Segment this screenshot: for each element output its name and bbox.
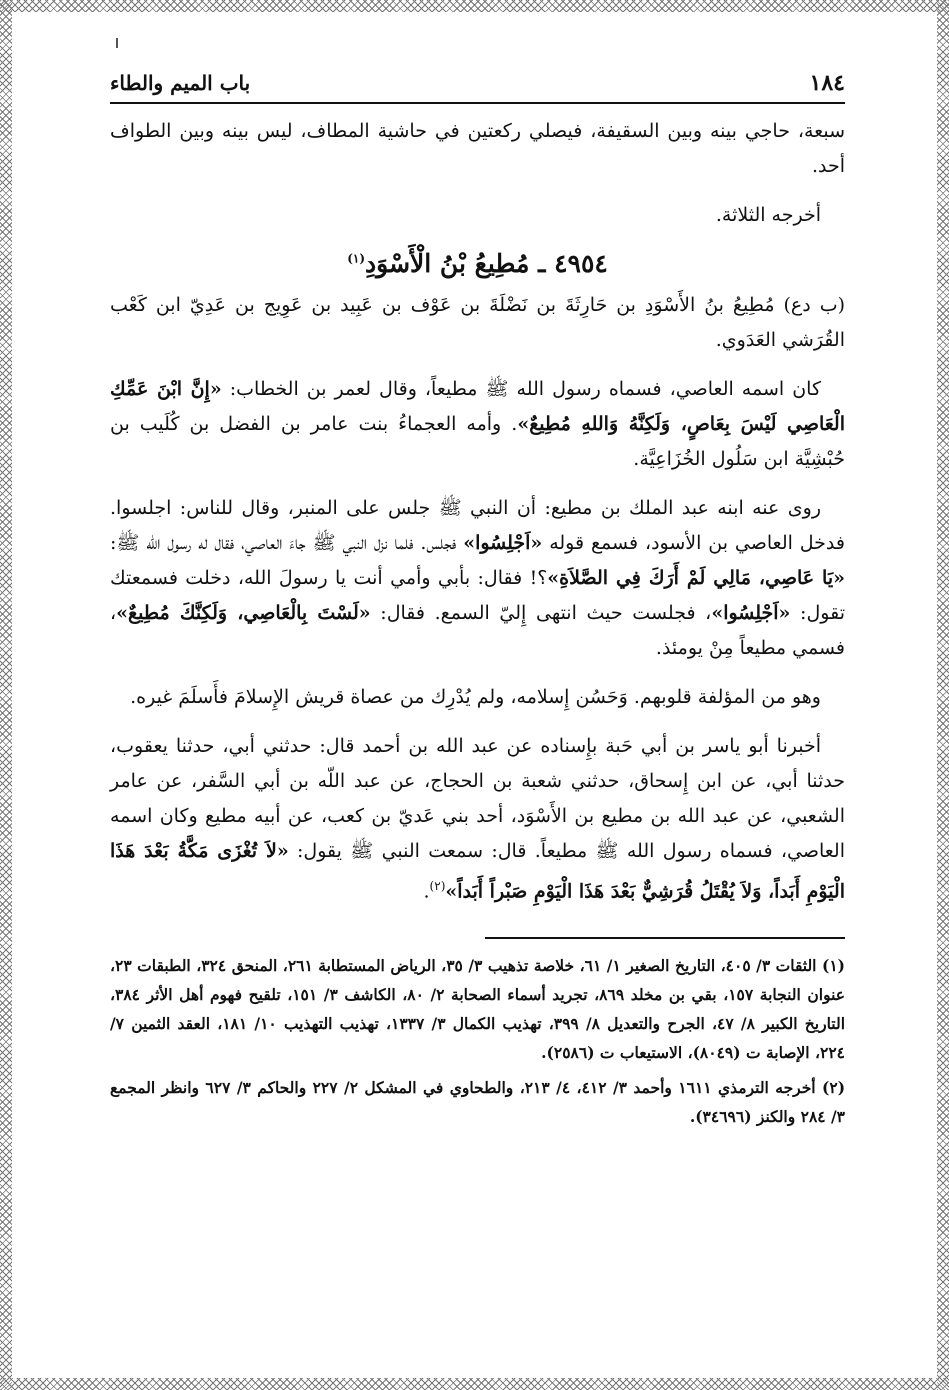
hadith-quote: «لَسْتَ بِالْعَاصِي، وَلَكِنَّكَ مُطِيعٌ» — [116, 602, 371, 624]
hadith-quote: «اَجْلِسُوا» — [711, 602, 791, 624]
page-border-top — [0, 0, 949, 12]
footnote-2: (٢) أخرجه الترمذي ١٦١١ وأحمد ٣/ ٤١٢، ٤/ ٢١٣، والطحاوي في المشكل ٢/ ٢٢٧ والحاكم ٣/ ٦٢٧ وانظر المجمع ٣/ ٢٨٤ والكنز (٣٤٦٩٦). — [110, 1078, 846, 1127]
entry-title — [110, 249, 845, 278]
paragraph-islam: وهو من المؤلفة قلوبهم. وَحَسُن إِسلامه، ولم يُدْرِك من عصاة قريش الإِسلامَ فأَسلَمَ غيره. — [130, 686, 821, 708]
page-content — [110, 70, 845, 1137]
chapter-title: باب الميم والطاء — [110, 71, 251, 95]
page-number: ١٨٤ — [809, 70, 845, 96]
page-border-left — [0, 0, 12, 1390]
para1-text-b: . وأمه العجماءُ بنت عامر بن الفضل بن كُلَيب بن حُبْشِيَّة ابن سَلُول الخُزَاعِيَّة. — [110, 413, 845, 470]
footnote-ref-2: (٢) — [429, 879, 446, 893]
para2-text-b: فجلس. فلما نزل النبي ﷺ جاءَ العاصي، فقال له رسول الله ﷺ: — [110, 532, 464, 554]
takhrij-line: أخرجه الثلاثة. — [715, 204, 821, 226]
hadith-quote: «اَجْلِسُوا» — [463, 532, 543, 554]
continued-text: سبعة، حاجي بينه وبين السقيفة، فيصلي ركعتين في حاشية المطاف، ليس بينه وبين الطواف أحد. — [110, 120, 845, 177]
para2-text-c: ؟! فقال: بأبي وأمي أنت يا رسولَ الله، دخلت فسمعتك تقول: — [110, 567, 845, 624]
para4-text-b: . — [423, 880, 430, 903]
margin-mark — [116, 38, 118, 48]
footnote-ref-1: (١) — [347, 251, 366, 266]
footnote-1: (١) الثقات ٣/ ٤٠٥، التاريخ الصغير ١/ ٦١، خلاصة تذهيب ٣/ ٣٥، الرياض المستطابة ٢٦١، المنحق ٣٢٤، الطبقات ٢٣، عنوان النجابة ١٥٧، بقي بن مخلد ٨٦٩، تجريد أسماء الصحابة ٢/ ٨٠، الكاشف ٣/ ١٥١، تلقيح فهوم أهل الأثر ٣٨٤، التاريخ الكبير ٨/ ٤٧، الجرح والتعديل ٨/ ٣٩٩، تهذيب الكمال ٣/ ١٣٣٧، تهذيب التهذيب ١٠/ ١٨١، العقد الثمين ٧/ ٢٢٤، الإصابة ت (٨٠٤٩)، الاستيعاب ت (٢٥٨٦). — [110, 956, 846, 1063]
page-border-right — [937, 0, 949, 1390]
footnote-separator — [485, 937, 845, 939]
paragraph-isnad — [110, 729, 845, 909]
hadith-quote: «إِنَّ ابْنَ عَمِّكِ الْعَاصِي لَيْسَ بِعَاصٍ، وَلَكِنَّهُ وَاللهِ مُطِيعٌ» — [110, 378, 845, 435]
entry-lineage: (ب دع) مُطِيعُ بنُ الأَسْوَدِ بن حَارِثَةَ بن نَضْلَةَ بن عَوْف بن عَبِيد بن عَوِيج بن عَدِيّ ابن كَعْب القُرَشي العَدَوي. — [110, 294, 845, 351]
para2-text-a: روى عنه ابنه عبد الملك بن مطيع: أن النبي ﷺ جلس على المنبر، وقال للناس: اجلسوا. فدخل العاصي بن الأسود، فسمع قوله — [110, 497, 845, 554]
hadith-quote: «يَا عَاصِي، مَالِي لَمْ أَرَكَ فِي الصَّلاَةِ» — [547, 567, 845, 589]
hadith-quote: «لاَ تُغْزَى مَكَّةُ بَعْدَ هَذَا الْيَوْمِ أَبَداً، وَلاَ يُقْتَلُ قُرَشِيٌّ بَعْدَ هَذَا الْيَوْمِ صَبْراً أَبَداً» — [110, 840, 845, 903]
para1-text-a: كان اسمه العاصي، فسماه رسول الله ﷺ مطيعاً، وقال لعمر بن الخطاب: — [221, 378, 821, 400]
running-header — [110, 70, 845, 104]
entry-title-text: ٤٩٥٤ ـ مُطِيعُ بْنُ الْأَسْوَدِ — [365, 249, 608, 278]
para2-text-d: ، فجلست حيث انتهى إِليّ السمع. فقال: — [370, 602, 712, 624]
page-border-bottom — [0, 1378, 949, 1390]
para4-text-a: أخبرنا أبو ياسر بن أبي حَبة بإِسناده عن عبد الله بن أحمد قال: حدثني أبي، حدثنا يعقوب، حدثنا أبي، عن ابن إِسحاق، حدثني شعبة بن الحجاج، عن عبد اللّه بن أبي السَّفر، عن عامر الشعبي، عن عبد الله بن مطيع بن الأَسْوَد، أحد بني عَديّ بن كعب، عن أبيه مطيع وكان اسمه العاصي، فسماه رسول الله ﷺ مطيعاً. قال: سمعت النبي ﷺ يقول: — [110, 735, 845, 862]
paragraph-name-change — [110, 372, 845, 477]
para2-text-e: ، فسمي مطيعاً مِنْ يومئذ. — [110, 602, 845, 659]
paragraph-narration — [110, 491, 845, 666]
